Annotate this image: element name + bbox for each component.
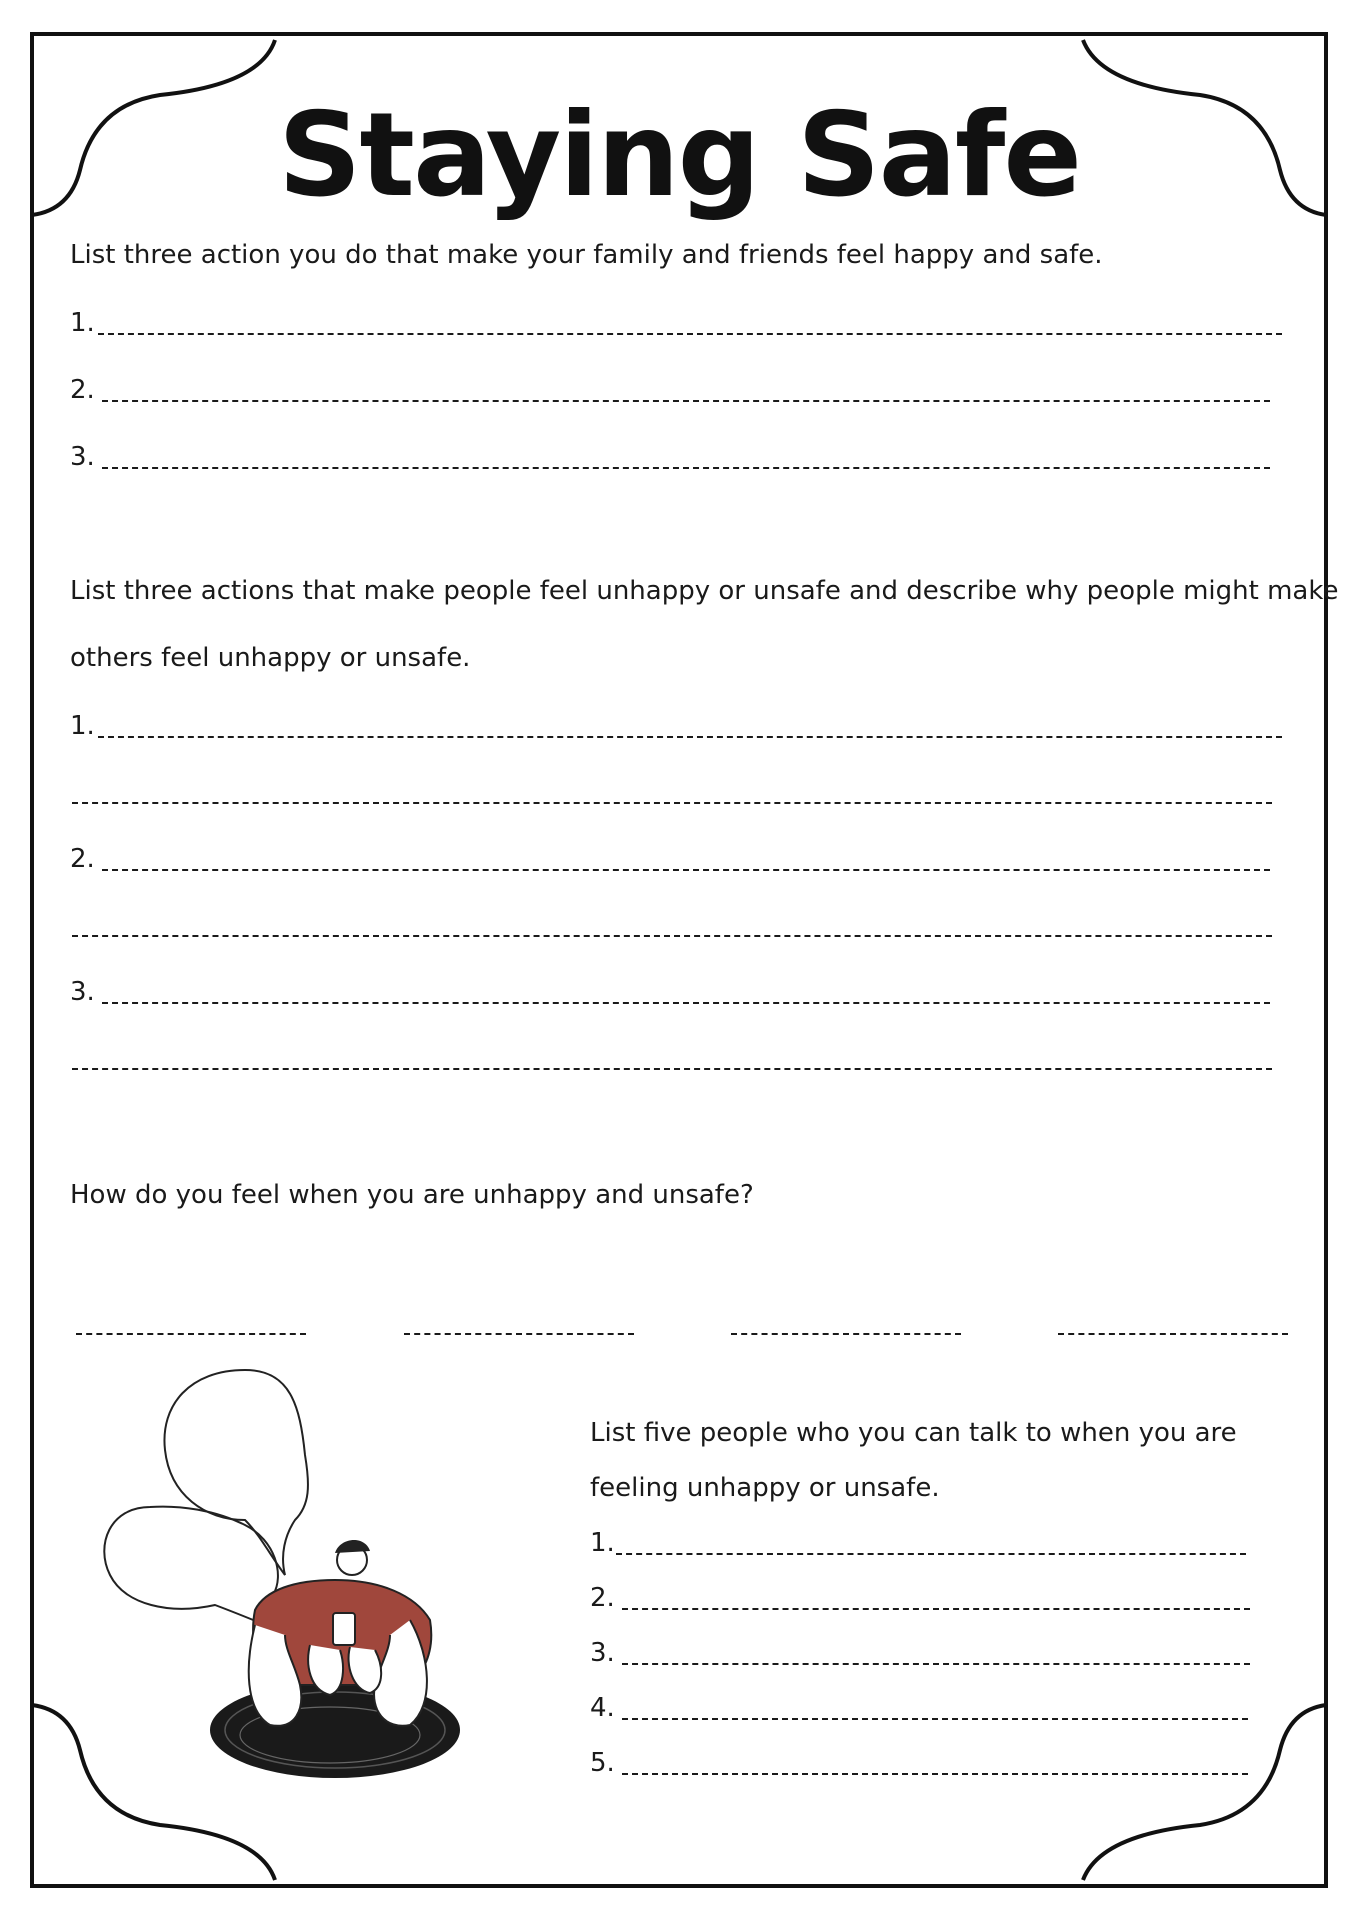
section2-prompt-line1: List three actions that make people feel unhappy or unsafe and describe why people might make [70,576,1339,606]
section4-prompt-line2: feeling unhappy or unsafe. [590,1473,940,1503]
person-answer-line-4[interactable] [622,1718,1248,1720]
section1-answer-line-3[interactable] [102,467,1270,469]
section1-number-1: 1. [70,308,95,338]
feeling-answer-line-2[interactable] [404,1333,634,1335]
person-answer-line-2[interactable] [622,1608,1250,1610]
section2-prompt-line2: others feel unhappy or unsafe. [70,643,471,673]
section1-prompt: List three action you do that make your family and friends feel happy and safe. [70,240,1103,270]
feeling-answer-line-1[interactable] [76,1333,306,1335]
section4-number-2: 2. [590,1583,615,1613]
section4-prompt-line1: List five people who you can talk to when you are [590,1418,1237,1448]
section1-answer-line-1[interactable] [98,333,1282,335]
section2-answer-line-1b[interactable] [72,802,1272,804]
section3-prompt: How do you feel when you are unhappy and unsafe? [70,1180,754,1210]
person-answer-line-1[interactable] [616,1553,1246,1555]
feeling-answer-line-4[interactable] [1058,1333,1288,1335]
section4-number-5: 5. [590,1748,615,1778]
section1-answer-line-2[interactable] [102,400,1270,402]
section2-number-3: 3. [70,977,95,1007]
person-answer-line-3[interactable] [622,1663,1250,1665]
section2-answer-line-3a[interactable] [102,1002,1270,1004]
section2-answer-line-2b[interactable] [72,935,1272,937]
page-title: Staying Safe [277,88,1081,223]
section4-number-3: 3. [590,1638,615,1668]
feeling-answer-line-3[interactable] [731,1333,961,1335]
section2-answer-line-2a[interactable] [102,869,1270,871]
section2-answer-line-3b[interactable] [72,1068,1272,1070]
section2-answer-line-1a[interactable] [98,736,1282,738]
section2-number-2: 2. [70,844,95,874]
section4-number-4: 4. [590,1693,615,1723]
section2-number-1: 1. [70,711,95,741]
section1-number-3: 3. [70,442,95,472]
section1-number-2: 2. [70,375,95,405]
section4-number-1: 1. [590,1528,615,1558]
person-answer-line-5[interactable] [622,1773,1248,1775]
sad-person-illustration [95,1365,515,1785]
